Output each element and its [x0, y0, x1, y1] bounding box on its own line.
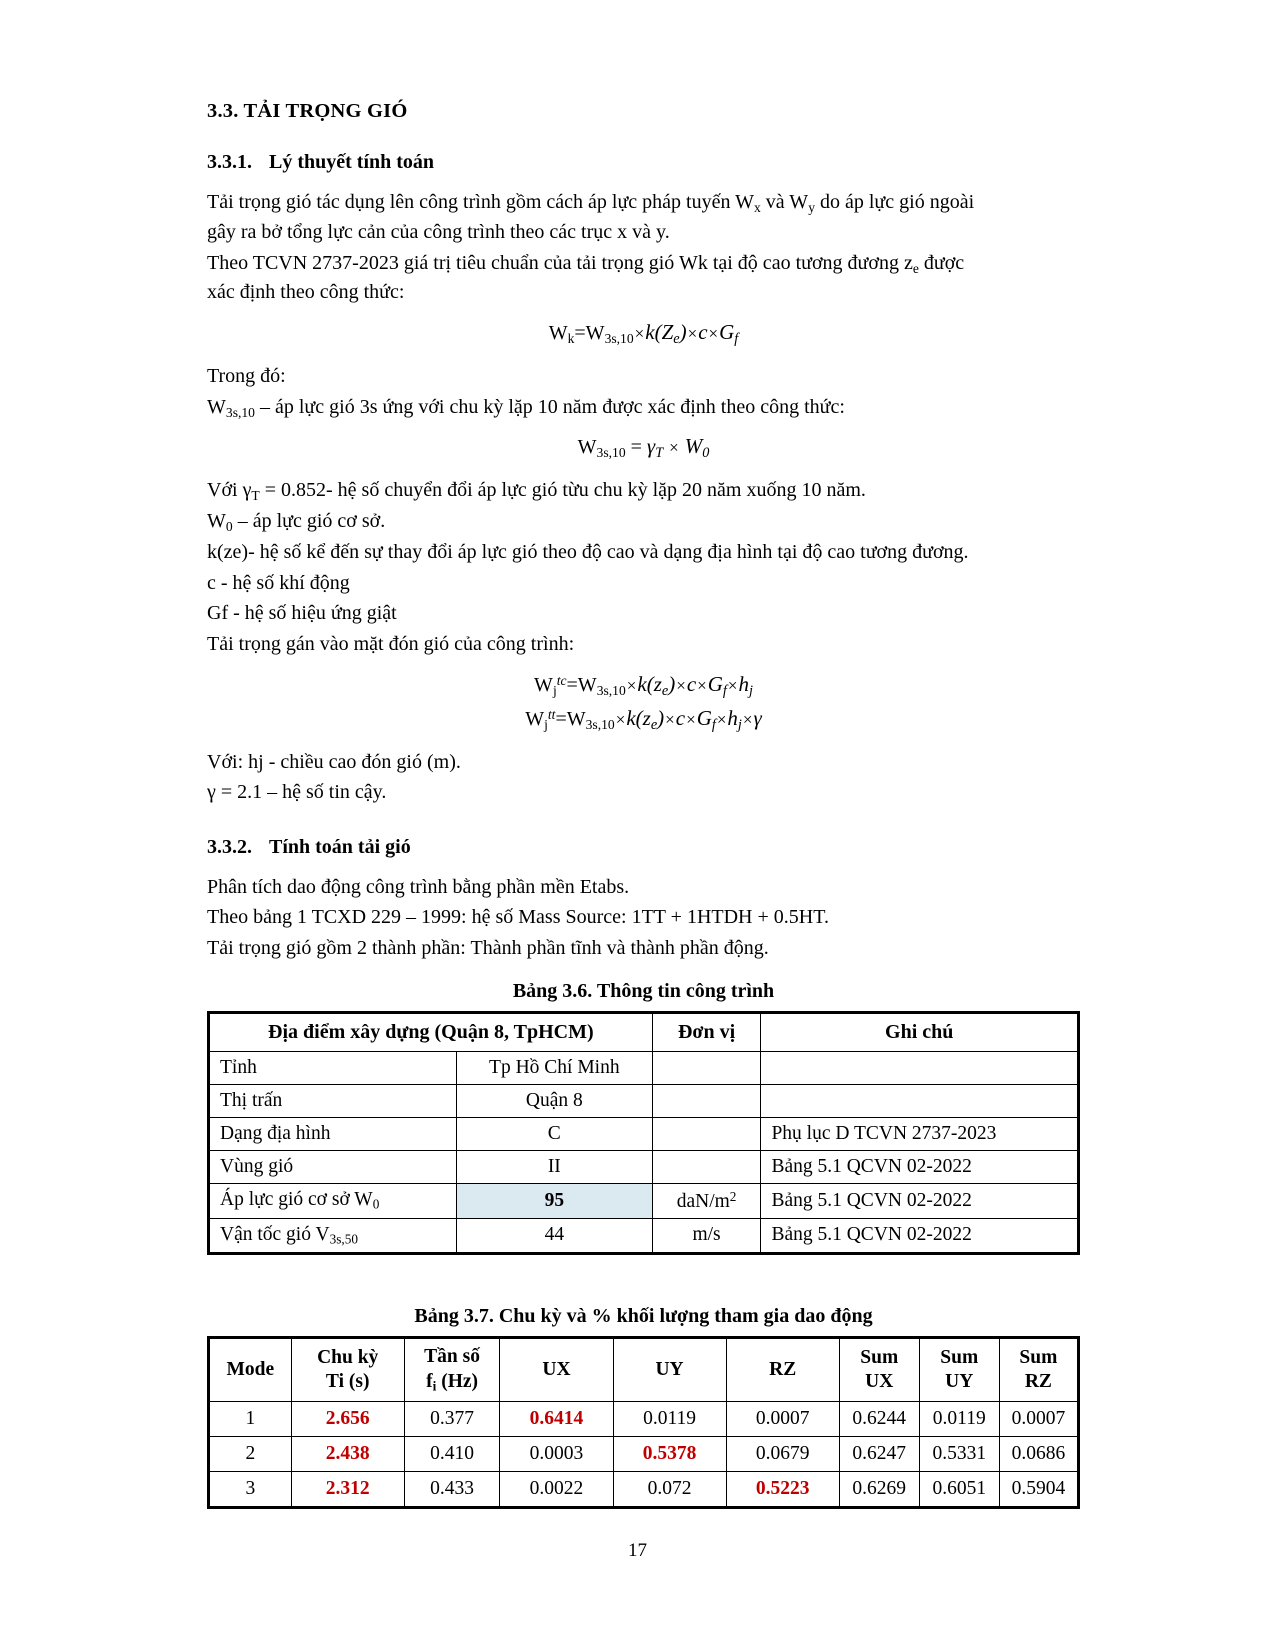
table-36-caption: Bảng 3.6. Thông tin công trình [512, 979, 775, 1002]
col-header-frequency: Tần số $f_i$ (Hz) [404, 1338, 500, 1402]
table-gap [207, 1255, 1080, 1289]
cell-period: 2.438 [291, 1436, 404, 1471]
cell-key: Thị trấn [209, 1084, 457, 1117]
table-row [209, 1051, 1079, 1084]
cell-period: 2.312 [291, 1471, 404, 1507]
col-header-location: Địa điểm xây dựng (Quận 8, TpHCM) [209, 1012, 653, 1051]
w0-desc: – áp lực gió cơ sở. [232, 510, 386, 533]
cell-value: 44 [456, 1218, 652, 1254]
paragraph-mass-source: Theo bảng 1 TCXD 229 – 1999: hệ số Mass Source: 1TT + 1HTDH + 0.5HT. [207, 906, 829, 929]
paragraph-w3s10-def [207, 393, 1080, 423]
cell-sum-uy: 0.5331 [919, 1436, 999, 1471]
cell-sum-rz: 0.5904 [999, 1471, 1078, 1507]
para-text: Tải trọng gió tác dụng lên công trình gồm cách áp lực pháp tuyến W [207, 191, 754, 213]
cell-ux: 0.6414 [500, 1401, 613, 1436]
table-row [209, 1471, 1079, 1507]
paragraph-gf: Gf - hệ số hiệu ứng giật [207, 602, 397, 625]
cell-frequency: 0.433 [404, 1471, 500, 1507]
paragraph-two-components: Tải trọng gió gồm 2 thành phần: Thành phần tĩnh và thành phần động. [207, 937, 769, 959]
w3s10-sub: 3s,10 [225, 404, 255, 420]
cell-unit [652, 1084, 761, 1117]
para-tcvn-line2: xác định theo công thức: [207, 281, 405, 304]
cell-unit [652, 1150, 761, 1183]
cell-uy: 0.0119 [613, 1401, 726, 1436]
paragraph-wind-definition [207, 188, 1080, 248]
cell-unit: m/s [652, 1218, 761, 1254]
table-building-info [207, 1011, 1080, 1256]
col-header-sum-rz: Sum RZ [999, 1338, 1078, 1402]
cell-mode: 3 [209, 1471, 292, 1507]
paragraph-etabs: Phân tích dao động công trình bằng phần mền Etabs. [207, 875, 630, 898]
cell-note: Bảng 5.1 QCVN 02-2022 [761, 1218, 1079, 1254]
gamma-label: Với γ [207, 479, 252, 502]
cell-sum-ux: 0.6247 [839, 1436, 919, 1471]
cell-value: Tp Hồ Chí Minh [456, 1051, 652, 1084]
paragraph-trong-do: Trong đó: [207, 364, 286, 387]
table-row [209, 1084, 1079, 1117]
cell-key-w0: Áp lực gió cơ sở $W_0$ [209, 1183, 457, 1218]
table-row [209, 1401, 1079, 1436]
page-title: 3.3. TẢI TRỌNG GIÓ [207, 100, 408, 122]
col-header-mode: Mode [209, 1338, 292, 1402]
subsection2-title: Tính toán tải gió [269, 835, 411, 858]
sub-y: y [808, 199, 815, 215]
page-number: 17 [628, 1540, 647, 1561]
para-text-mid: và W [760, 191, 809, 213]
cell-note [761, 1084, 1079, 1117]
cell-rz: 0.5223 [726, 1471, 839, 1507]
formula-w3s10: $W_{3s,10} = \gamma_T \times W_0$ [577, 434, 710, 462]
cell-key: Tỉnh [209, 1051, 457, 1084]
cell-key: Dạng địa hình [209, 1117, 457, 1150]
subsection-number: 3.3.1. [207, 151, 252, 173]
cell-uy: 0.5378 [613, 1436, 726, 1471]
para-tcvn-a: Theo TCVN 2737-2023 giá trị tiêu chuẩn của tải trọng gió Wk tại độ cao tương đương z [207, 251, 913, 274]
table-row [209, 1150, 1079, 1183]
cell-sum-ux: 0.6269 [839, 1471, 919, 1507]
paragraph-kze: k(ze)- hệ số kể đến sự thay đổi áp lực gió theo độ cao và dạng địa hình tại độ cao tương đương. [207, 541, 969, 564]
cell-unit: daN/$m^2$ [652, 1183, 761, 1218]
para-text-tail: do áp lực gió ngoài [814, 191, 975, 213]
paragraph-hj: Với: hj - chiều cao đón gió (m). [207, 750, 461, 773]
sub-x: x [753, 199, 761, 215]
cell-frequency: 0.377 [404, 1401, 500, 1436]
col-header-period: Chu kỳ Ti (s) [291, 1338, 404, 1402]
cell-sum-ux: 0.6244 [839, 1401, 919, 1436]
col-header-note: Ghi chú [761, 1012, 1079, 1051]
cell-sum-rz: 0.0686 [999, 1436, 1078, 1471]
subsection2-number: 3.3.2. [207, 835, 252, 858]
cell-note: Phụ lục D TCVN 2737-2023 [761, 1117, 1079, 1150]
gamma-sub: T [251, 488, 260, 504]
paragraph-c: c - hệ số khí động [207, 571, 350, 594]
formula-wj-tt: $W_j^{tt}=W_{3s,10}\times k(z_e)\times c\times G_f\times h_j\times\gamma$ [525, 705, 762, 733]
subsection-title: Lý thuyết tính toán [269, 151, 435, 173]
cell-rz: 0.0007 [726, 1401, 839, 1436]
table-row-header [209, 1012, 1079, 1051]
cell-frequency: 0.410 [404, 1436, 500, 1471]
cell-uy: 0.072 [613, 1471, 726, 1507]
formula-wj-tc: $W_j^{tc}=W_{3s,10}\times k(z_e)\times c\times G_f\times h_j$ [534, 671, 753, 699]
gamma-desc: = 0.852- hệ số chuyển đổi áp lực gió từu chu kỳ lặp 20 năm xuống 10 năm. [259, 479, 866, 502]
para-line2: gây ra bở tổng lực cản của công trình theo các trục x và y. [207, 220, 670, 243]
cell-value: II [456, 1150, 652, 1183]
paragraph-tcvn [207, 249, 1080, 309]
cell-unit [652, 1117, 761, 1150]
cell-rz: 0.0679 [726, 1436, 839, 1471]
cell-unit [652, 1051, 761, 1084]
cell-value-highlighted: 95 [456, 1183, 652, 1218]
table-37-wrapper [207, 1336, 1080, 1509]
cell-value: Quận 8 [456, 1084, 652, 1117]
w0-sub: 0 [225, 519, 233, 535]
cell-note: Bảng 5.1 QCVN 02-2022 [761, 1183, 1079, 1218]
col-header-rz: RZ [726, 1338, 839, 1402]
table-modal-periods [207, 1336, 1080, 1509]
cell-sum-rz: 0.0007 [999, 1401, 1078, 1436]
table-row [209, 1218, 1079, 1254]
subsection-heading-3-3-1 [207, 151, 1080, 174]
w3s10-symbol: W [207, 395, 226, 418]
formula-wk: $W_k=W_{3s,10}\times k(Z_e)\times c\times G_f$ [548, 320, 739, 347]
sub-e: e [912, 260, 919, 276]
col-header-uy: UY [613, 1338, 726, 1402]
subsection-heading-3-3-2 [207, 836, 1080, 859]
para-tcvn-b: được [918, 251, 965, 274]
cell-note: Bảng 5.1 QCVN 02-2022 [761, 1150, 1079, 1183]
col-header-ux: UX [500, 1338, 613, 1402]
cell-period: 2.656 [291, 1401, 404, 1436]
paragraph-gamma-t [207, 476, 1080, 506]
freq-unit: $f_i$ (Hz) [426, 1370, 479, 1394]
col-header-unit: Đơn vị [652, 1012, 761, 1051]
paragraph-gamma-value: γ = 2.1 – hệ số tin cậy. [207, 781, 387, 804]
cell-note [761, 1051, 1079, 1084]
table-row-header [209, 1338, 1079, 1402]
col-header-sum-ux: Sum UX [839, 1338, 919, 1402]
cell-ux: 0.0003 [500, 1436, 613, 1471]
cell-ux: 0.0022 [500, 1471, 613, 1507]
table-37-caption: Bảng 3.7. Chu kỳ và % khối lượng tham gia dao động [414, 1305, 873, 1328]
w0-symbol: W [207, 510, 226, 533]
paragraph-w0 [207, 507, 1080, 537]
cell-key: Vùng gió [209, 1150, 457, 1183]
cell-value: C [456, 1117, 652, 1150]
cell-key-v3s50: Vận tốc gió $V_{3s,50}$ [209, 1218, 457, 1254]
cell-mode: 1 [209, 1401, 292, 1436]
table-36-wrapper [207, 1011, 1080, 1256]
col-header-sum-uy: Sum UY [919, 1338, 999, 1402]
cell-sum-uy: 0.6051 [919, 1471, 999, 1507]
cell-sum-uy: 0.0119 [919, 1401, 999, 1436]
paragraph-assign: Tải trọng gán vào mặt đón gió của công trình: [207, 633, 575, 656]
table-row [209, 1436, 1079, 1471]
cell-mode: 2 [209, 1436, 292, 1471]
table-row [209, 1117, 1079, 1150]
w3s10-desc: – áp lực gió 3s ứng với chu kỳ lặp 10 năm được xác định theo công thức: [254, 395, 845, 418]
table-row [209, 1183, 1079, 1218]
